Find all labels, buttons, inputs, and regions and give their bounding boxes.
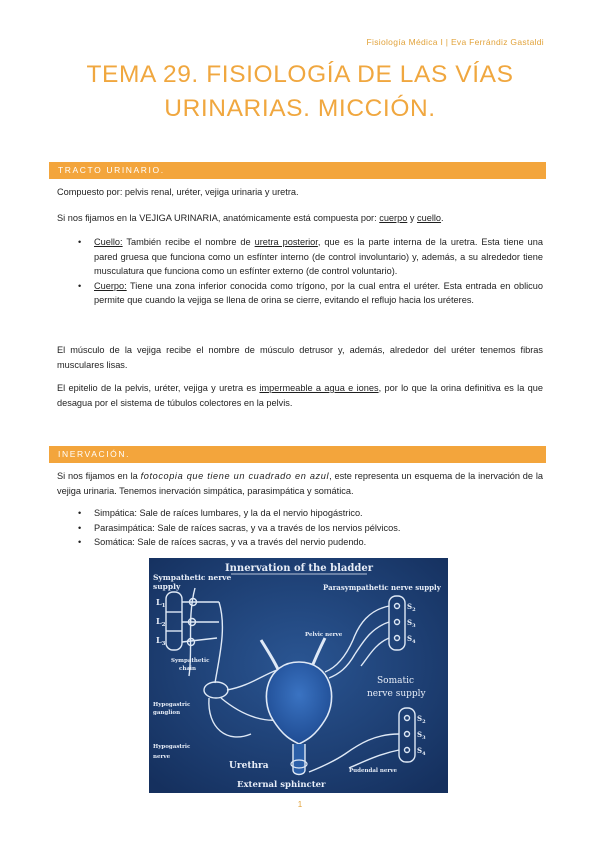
text-span: , este representa un esquema de la inervación de la vejiga urinaria. Tenemos inervación simpática, parasimpática y somática. <box>57 471 544 496</box>
text-span: , que es la parte interna de la uretra. Esta tiene una pared gruesa que funciona como un esfínter interno (de control involuntario) y, además, a su alrededor tiene musculatura que funciona como un esfínter externo (de control voluntario). <box>94 237 544 277</box>
label-S2-upper: $S_2$ <box>407 602 416 613</box>
paragraph-epitelio <box>57 381 543 410</box>
paragraph-detrusor: El músculo de la vejiga recibe el nombre de músculo detrusor y, además, alrededor del uréter tenemos fibras musculares lisas. <box>57 345 543 370</box>
label-urethra: Urethra <box>229 761 269 771</box>
label-L2: $L_2$ <box>156 616 166 628</box>
label-hypogastric-nerve-2: nerve <box>153 754 171 760</box>
label-S2-lower: $S_2$ <box>417 714 426 725</box>
bullet-icon: • <box>78 280 82 291</box>
label-S3-lower: $S_3$ <box>417 730 426 741</box>
page-title <box>40 58 560 126</box>
underlined-term: cuerpo <box>379 213 408 223</box>
list-item-parasimpatica <box>78 521 543 536</box>
text-span: Si nos fijamos en la <box>57 471 141 481</box>
label-L1: $L_1$ <box>156 597 166 609</box>
list-item-cuello <box>78 235 543 279</box>
label-S4-upper: $S_4$ <box>407 634 416 645</box>
list-item-cuerpo <box>78 279 543 308</box>
figure-title: Innervation of the bladder <box>224 563 374 574</box>
running-header: Fisiología Médica I | Eva Ferrándiz Gastaldi <box>366 37 544 47</box>
innervation-list <box>78 506 543 550</box>
label-pudendal-nerve: Pudendal nerve <box>349 768 397 774</box>
bullet-icon: • <box>78 237 82 247</box>
bullet-icon: • <box>78 508 82 518</box>
section-heading-inervacion: INERVACIÓN. <box>49 446 546 463</box>
urethra-shape <box>293 744 305 775</box>
list-item-somatica <box>78 535 543 550</box>
bullet-text: Somática: Sale de raíces sacras, y va a través del nervio pudendo. <box>94 537 367 548</box>
underlined-term: uretra posterior <box>254 237 318 247</box>
text-span: . <box>441 213 444 223</box>
text-span: Tiene una zona inferior conocida como trígono, por la cual entra el uréter. Esta entrada en oblicuo permite que cuando la vejiga se llena de orina se cierre, evitando el reflujo hacia los uréteres. <box>94 280 543 306</box>
label-S4-lower: $S_4$ <box>417 746 426 757</box>
label-somatic-1: Somatic <box>377 676 415 686</box>
paragraph-vejiga <box>57 211 543 226</box>
label-hypogastric-ganglion-1: Hypogastric <box>153 702 191 708</box>
bullet-label: Cuello: <box>94 237 123 247</box>
label-somatic-2: nerve supply <box>367 689 426 699</box>
bullet-label: Cuerpo: <box>94 280 127 291</box>
label-hypogastric-ganglion-2: ganglion <box>153 710 181 716</box>
paragraph-inervacion <box>57 469 543 498</box>
bullet-text: Simpática: Sale de raíces lumbares, y la da el nervio hipogástrico. <box>94 508 363 518</box>
title-line-2: URINARIAS. MICCIÓN. <box>164 95 436 122</box>
paragraph-composition: Compuesto por: pelvis renal, uréter, vejiga urinaria y uretra. <box>57 187 299 197</box>
bullet-text: Parasimpática: Sale de raíces sacras, y va a través de los nervios pélvicos. <box>94 522 401 533</box>
text-span: Si nos fijamos en la VEJIGA URINARIA, anatómicamente está compuesta por: <box>57 213 380 223</box>
list-item-simpatica <box>78 506 543 521</box>
label-pelvic-nerve: Pelvic nerve <box>305 632 343 638</box>
label-sympathetic-chain-1: Sympathetic <box>171 658 210 664</box>
underlined-term: cuello <box>417 213 442 223</box>
bullet-icon: • <box>78 522 82 533</box>
page-number: 1 <box>297 800 303 809</box>
bladder-innervation-figure <box>149 558 448 793</box>
title-line-1: TEMA 29. FISIOLOGÍA DE LAS VÍAS <box>86 61 514 88</box>
bullet-icon: • <box>78 537 82 548</box>
text-span: El epitelio de la pelvis, uréter, vejiga y uretra es <box>57 383 260 393</box>
bladder-parts-list <box>78 235 543 308</box>
label-sympathetic: Sympathetic nerve <box>153 573 232 582</box>
label-parasympathetic: Parasympathetic nerve supply <box>323 583 441 592</box>
section-heading-tracto: TRACTO URINARIO. <box>49 162 546 179</box>
label-hypogastric-nerve-1: Hypogastric <box>153 744 191 750</box>
label-L3: $L_3$ <box>156 635 166 647</box>
text-span: y <box>407 213 418 223</box>
text-span: , por lo que la orina definitiva es la que desagua por el sistema de túbulos colectores en la pelvis. <box>57 383 543 408</box>
label-external-sphincter: External sphincter <box>237 780 326 790</box>
label-S3-upper: $S_3$ <box>407 618 416 629</box>
underlined-term: impermeable a agua e iones <box>259 383 379 393</box>
text-span: También recibe el nombre de <box>122 237 255 247</box>
label-sympathetic-chain-2: chain <box>179 666 196 672</box>
bladder-diagram <box>149 558 448 793</box>
label-supply: supply <box>153 582 181 591</box>
italic-term: fotocopia que tiene un cuadrado en azul <box>140 471 330 481</box>
